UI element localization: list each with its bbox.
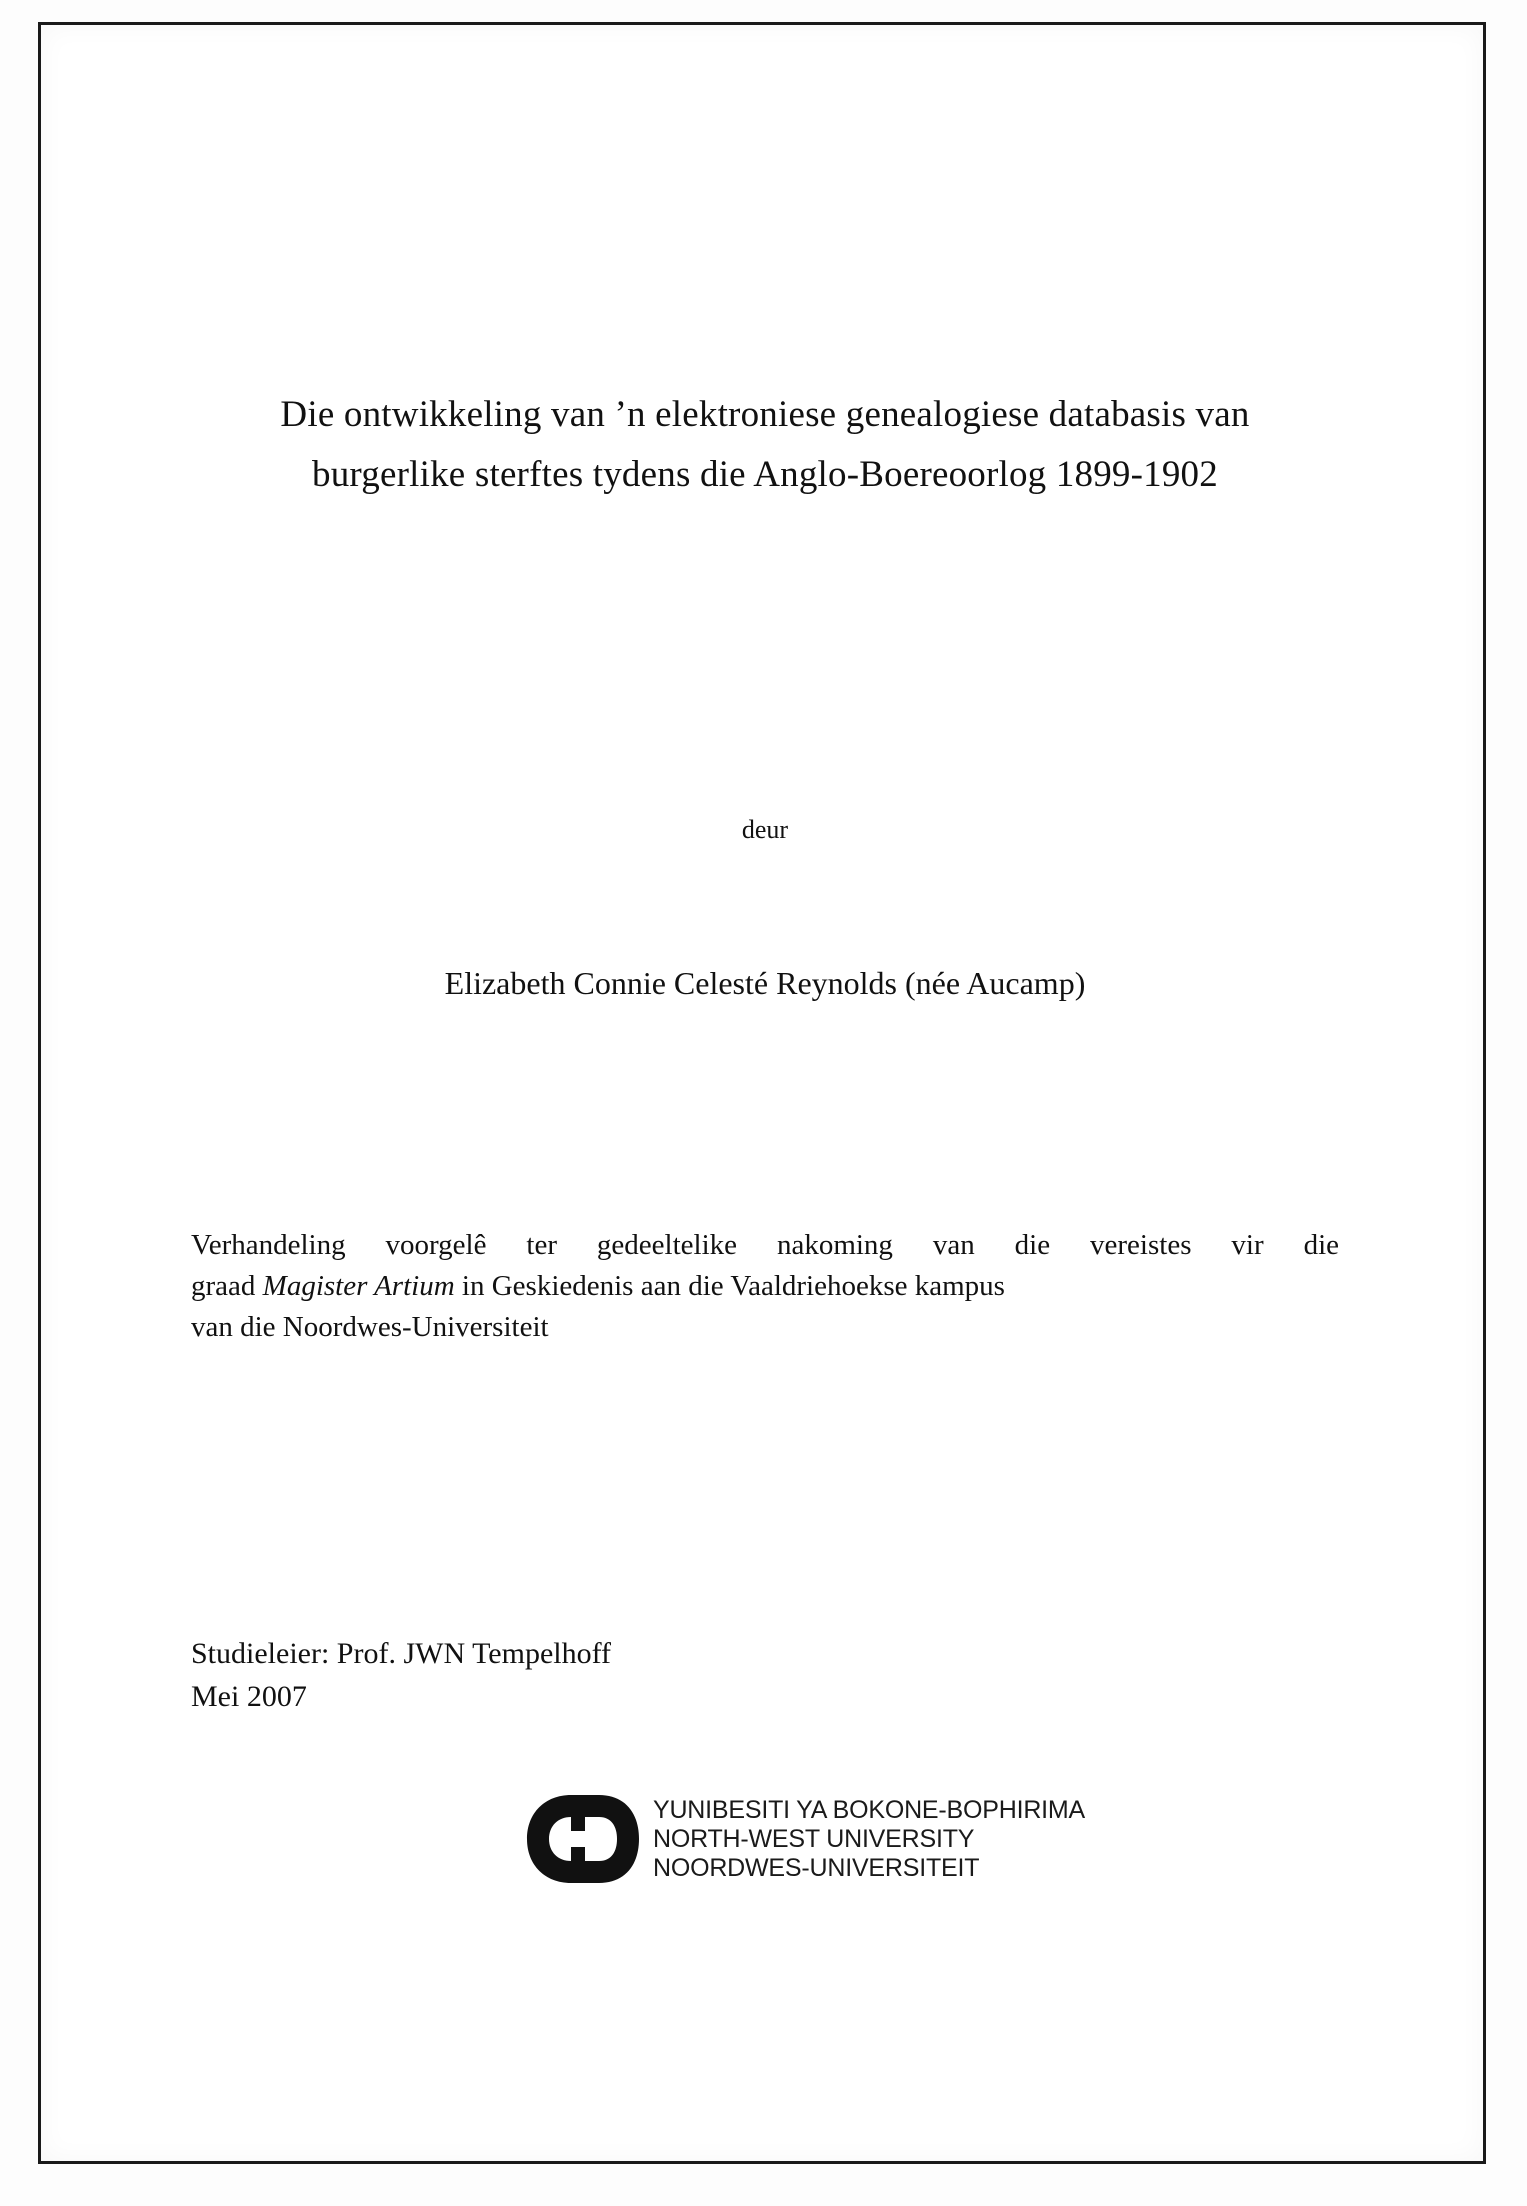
thesis-title xyxy=(191,385,1339,505)
date-line: Mei 2007 xyxy=(191,1679,307,1713)
title-line-2: burgerlike sterftes tydens die Anglo-Boereoorlog 1899-1902 xyxy=(312,453,1218,495)
university-logo-area xyxy=(191,1787,1339,1891)
supervisor-and-date xyxy=(191,1633,1339,1718)
logo-text-line-2: NORTH-WEST UNIVERSITY xyxy=(652,1824,975,1853)
supervisor-line: Studieleier: Prof. JWN Tempelhoff xyxy=(191,1637,612,1670)
by-label: deur xyxy=(741,815,789,844)
degree-statement-line-2 xyxy=(191,1266,1339,1307)
degree-statement xyxy=(191,1225,1339,1349)
degree-statement-line-2-prefix: graad xyxy=(191,1270,263,1303)
degree-name-italic: Magister Artium xyxy=(262,1270,455,1303)
degree-statement-line-2-suffix: in Geskiedenis aan die Vaaldriehoekse kampus xyxy=(454,1270,1005,1303)
logo-text-line-3: NOORDWES-UNIVERSITEIT xyxy=(652,1853,980,1882)
title-line-1: Die ontwikkeling van ’n elektroniese genealogiese databasis van xyxy=(280,394,1250,435)
page-border-frame xyxy=(38,22,1486,2164)
title-page-content xyxy=(191,25,1339,2161)
degree-statement-line-3: van die Noordwes-Universiteit xyxy=(191,1311,549,1344)
logo-text-line-1: YUNIBESITI YA BOKONE-BOPHIRIMA xyxy=(652,1795,1086,1824)
university-logo-text xyxy=(653,1796,1085,1883)
author-name: Elizabeth Connie Celesté Reynolds (née Aucamp) xyxy=(444,965,1086,1001)
nwu-emblem-icon xyxy=(515,1787,643,1891)
degree-statement-line-1: Verhandeling voorgelê ter gedeeltelike nakoming van die vereistes vir die xyxy=(191,1229,1339,1261)
university-logo xyxy=(515,1787,1085,1891)
